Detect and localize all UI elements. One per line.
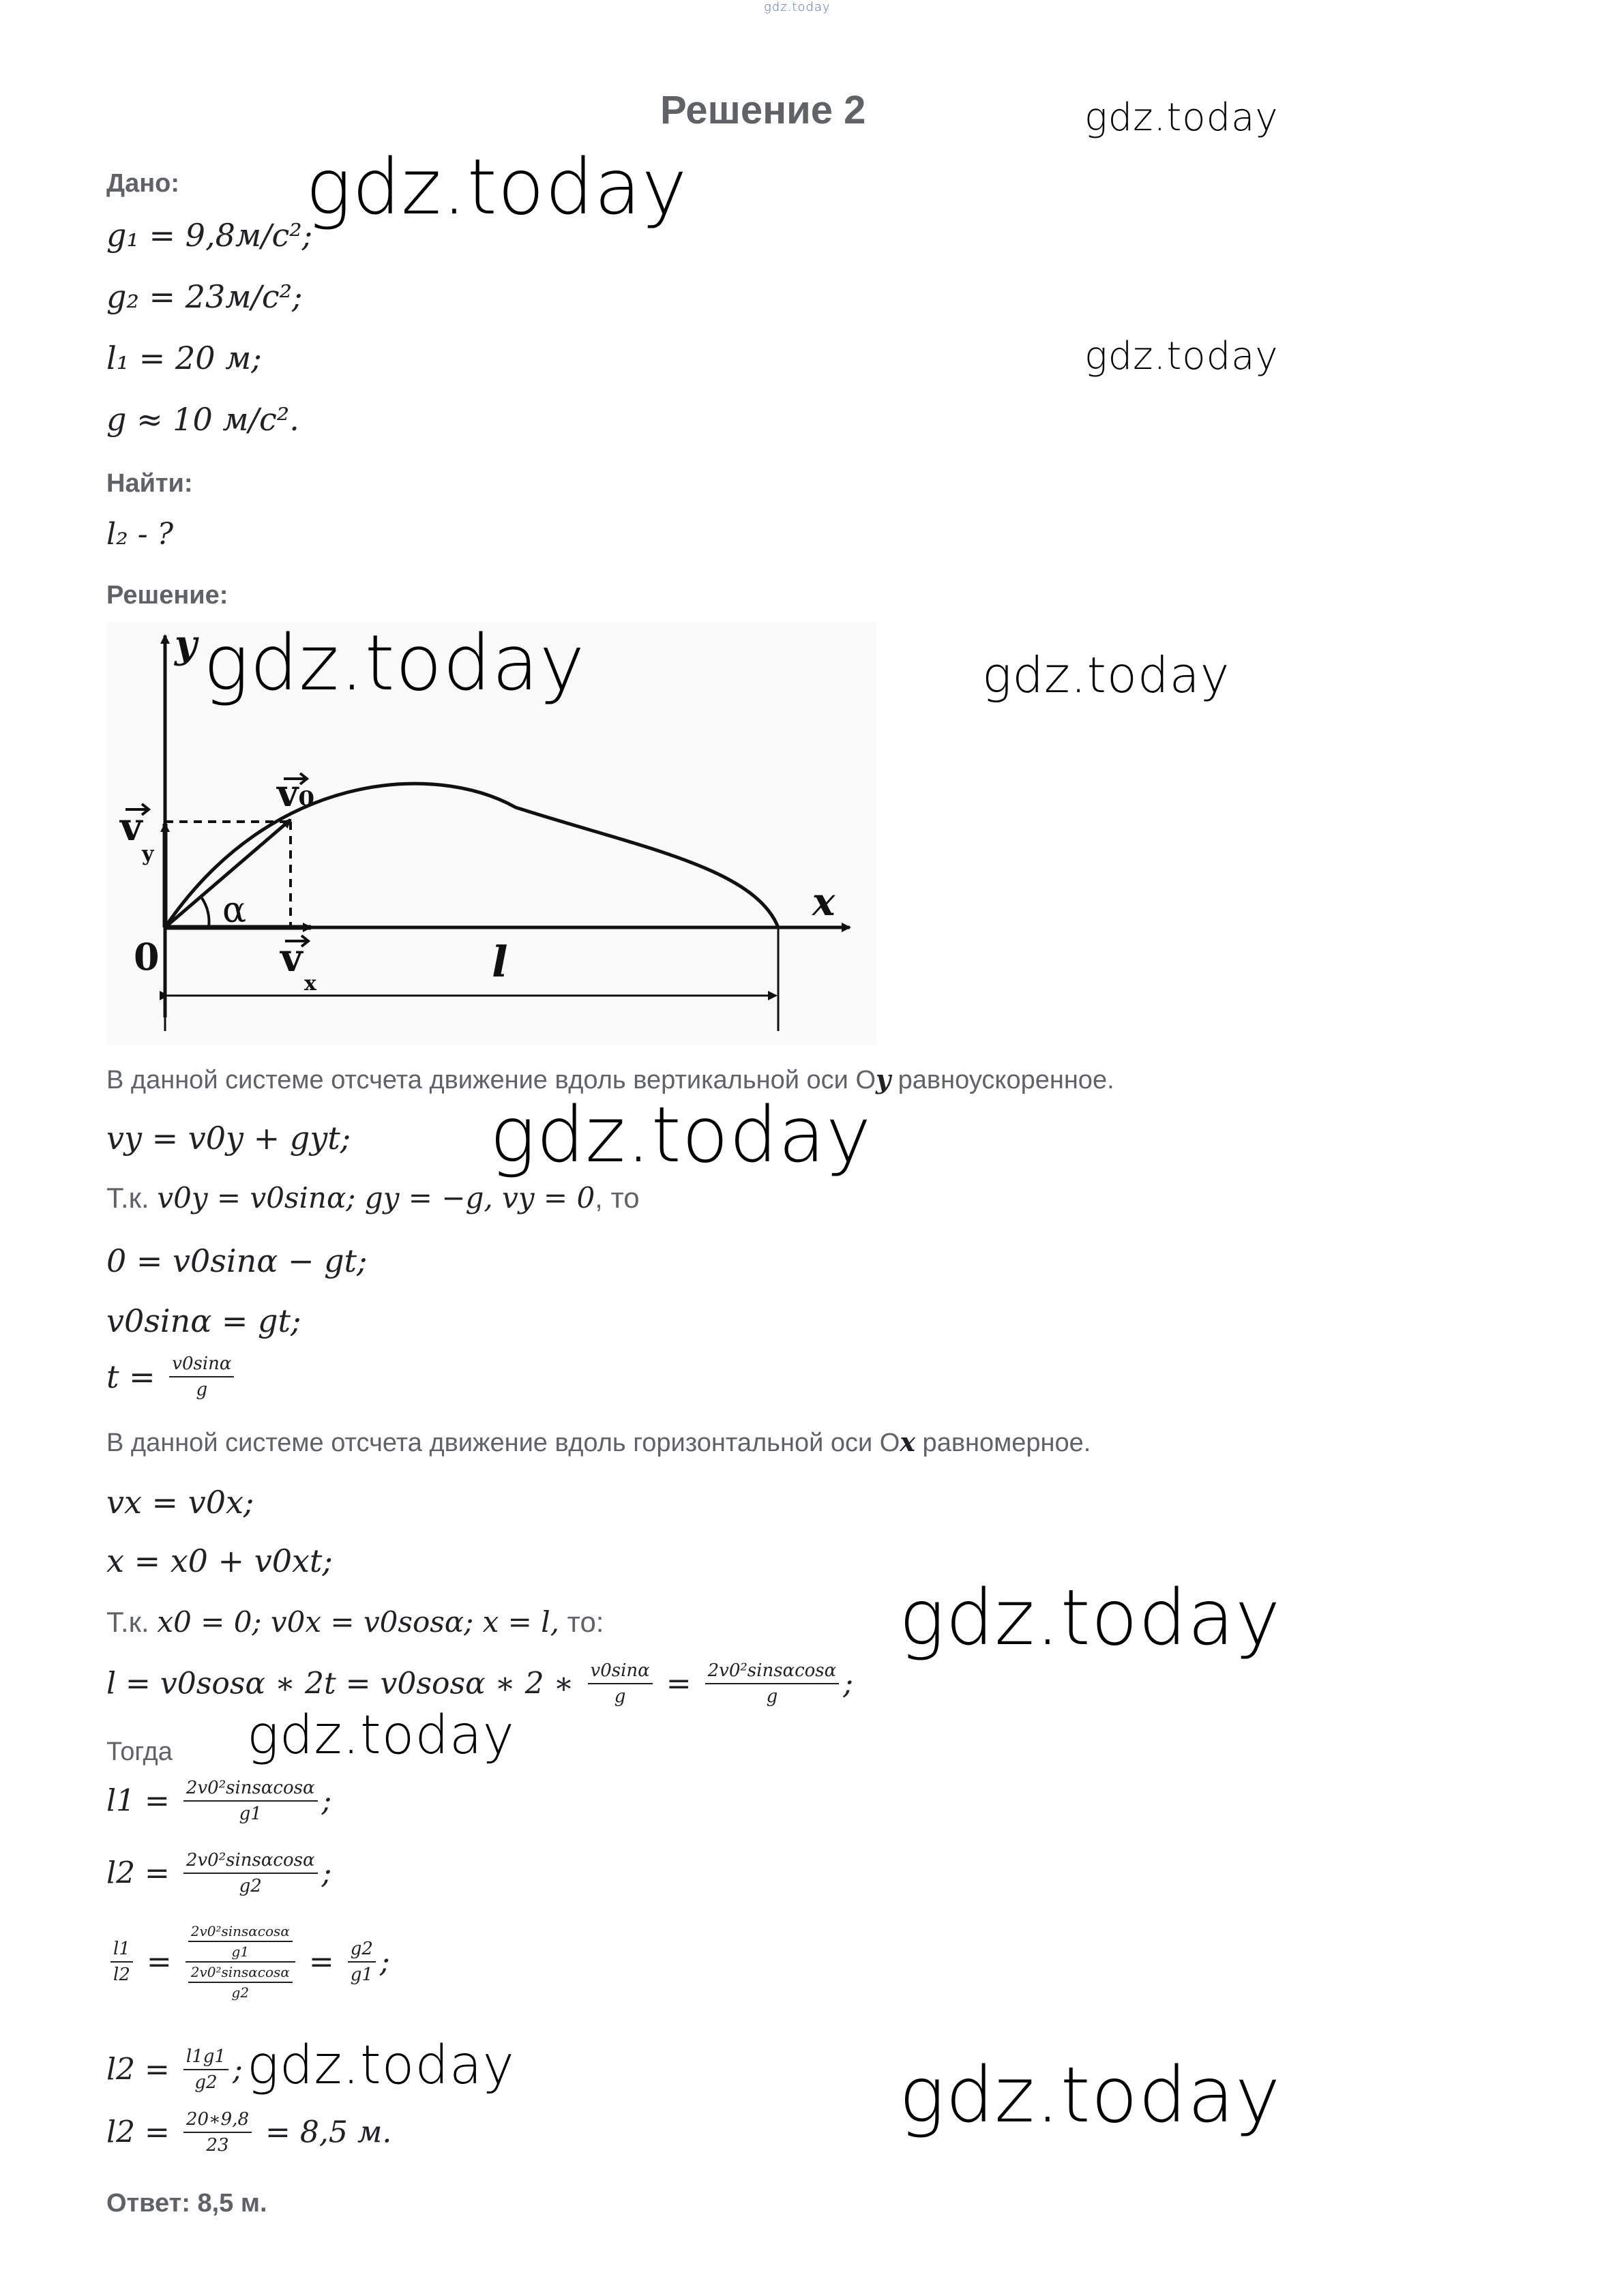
ratio-rhs-den: g1	[350, 1965, 373, 1985]
vertical-suffix: равноускоренное.	[891, 1066, 1114, 1094]
watermark-1: gdz.today	[1084, 95, 1279, 140]
vertical-axis: y	[876, 1064, 891, 1094]
eq-x: x = x0 + v0xt;	[106, 1542, 333, 1579]
horizontal-prefix: В данной системе отсчета движение вдоль горизонтальной оси O	[106, 1429, 900, 1457]
solution-label: Решение:	[106, 581, 228, 610]
given-g2: g₂ = 23м/с²;	[106, 278, 303, 315]
ratio-inner-num-den: g1	[231, 1943, 250, 1960]
tk1-to: , то	[595, 1182, 640, 1214]
page-title: Решение 2	[660, 88, 866, 132]
origin-label: 0	[134, 935, 160, 979]
l2c-num: 20∗9,8	[183, 2107, 252, 2133]
l1-num: 2v0²sinsαcosα	[183, 1776, 318, 1802]
tk2-label: Т.к.	[106, 1606, 149, 1638]
alpha-label: α	[222, 890, 247, 931]
l-num2: 2v0²sinsαcosα	[705, 1658, 840, 1684]
vy-subscript: y	[142, 842, 154, 866]
l-lhs: l = v0sosα ∗ 2t = v0sosα ∗ 2 ∗	[106, 1666, 574, 1701]
vertical-prefix: В данной системе отсчета движение вдоль вертикальной оси O	[106, 1066, 876, 1094]
watermark-2: gdz.today	[306, 143, 688, 232]
ratio-compound-fraction	[186, 1922, 295, 2002]
ratio-compound-num	[186, 1922, 295, 1963]
vx-label: v	[280, 936, 303, 981]
eq-tk1: v0y = v0sinα; gy = −g, vy = 0	[157, 1181, 595, 1214]
l2b-lhs: l2 =	[106, 2052, 170, 2087]
eq-tk2-line	[106, 1605, 604, 1639]
watermark-5: gdz.today	[982, 646, 1230, 704]
find-label: Найти:	[106, 469, 193, 498]
l-num1: v0sinα	[588, 1658, 653, 1684]
l1-den: g1	[239, 1804, 262, 1824]
vx-subscript: x	[304, 972, 316, 996]
eq-l2c	[106, 2107, 391, 2158]
eq-e1: 0 = v0sinα − gt;	[106, 1242, 368, 1279]
eq-t	[106, 1352, 238, 1402]
ratio-rhs-num: g2	[348, 1937, 376, 1963]
l2b-fraction	[183, 2044, 228, 2095]
v0-label: v₀	[277, 771, 315, 815]
eq-l: l = v0sosα ∗ 2t = v0sosα ∗ 2 ∗ $\frac{v0\sin\alpha}{g}$ = $\frac{\text{2v0²sinsαcosα}}{g}$ ;	[106, 1658, 853, 1709]
watermark-6: gdz.today	[490, 1091, 872, 1180]
togda-label: Тогда	[106, 1738, 173, 1766]
l2c-den: 23	[206, 2135, 229, 2156]
horizontal-axis: x	[900, 1427, 915, 1457]
watermark-3: gdz.today	[1084, 334, 1279, 378]
t-den: g	[196, 1380, 208, 1400]
eq-vx: vx = v0x;	[106, 1484, 254, 1521]
ratio-lhs-fraction	[110, 1937, 133, 1987]
vy-label: v	[120, 805, 143, 850]
l2-fraction	[183, 1848, 318, 1898]
l-eq: =	[666, 1666, 692, 1701]
given-l1: l₁ = 20 м;	[106, 340, 262, 376]
ratio-compound-den	[186, 1963, 295, 2002]
eq-e2: v0sinα = gt;	[106, 1302, 301, 1339]
eq-l2b: l2 = $\frac{l1g1}{g2}$ ;	[106, 2044, 243, 2095]
y-axis-label: y	[175, 622, 197, 667]
l2-lhs: l2 =	[106, 1855, 170, 1891]
t-lhs: t =	[106, 1358, 156, 1395]
ratio-num: l1	[110, 1937, 133, 1963]
l2b-den: g2	[194, 2072, 218, 2093]
x-axis-label: x	[812, 880, 835, 925]
answer: Ответ: 8,5 м.	[106, 2189, 267, 2218]
eq-ratio: $\frac{l1}{l2}$ = $\frac{\frac{\text{2v0²sinsαcosα}}{g1}}{\frac{\text{2v0²sinsαcosα}}{g2}}$ = $\frac{g2}{g1}$ ;	[106, 1922, 390, 2002]
eq-tk2: x0 = 0; v0x = v0sosα; x = l,	[157, 1605, 560, 1639]
l2-den: g2	[239, 1876, 262, 1896]
l-den1: g	[614, 1686, 626, 1707]
watermark-10: gdz.today	[899, 2051, 1282, 2140]
l2c-lhs: l2 =	[106, 2115, 170, 2150]
tk1-label: Т.к.	[106, 1182, 149, 1214]
given-g: g ≈ 10 м/с².	[106, 401, 299, 438]
ratio-inner-den: 2v0²sinsαcosα	[188, 1963, 293, 1983]
given-label: Дано:	[106, 169, 180, 198]
l-fraction-2	[705, 1658, 840, 1709]
horizontal-suffix: равномерное.	[915, 1429, 1091, 1457]
watermark-9: gdz.today	[247, 2035, 515, 2096]
top-watermark[interactable]: gdz.today	[764, 0, 831, 14]
watermark-4: gdz.today	[203, 619, 586, 708]
l2b-num: l1g1	[183, 2044, 228, 2070]
ratio-den: l2	[113, 1965, 130, 1985]
watermark-8: gdz.today	[247, 1705, 515, 1766]
watermark-7: gdz.today	[899, 1574, 1282, 1663]
length-label: l	[492, 937, 508, 987]
eq-l2: l2 = $\frac{\text{2v0²sinsαcosα}}{g2}$ ;	[106, 1848, 331, 1898]
eq-tk1-line	[106, 1181, 640, 1214]
eq-l1: l1 = $\frac{\text{2v0²sinsαcosα}}{g1}$ ;	[106, 1776, 331, 1826]
l2-num: 2v0²sinsαcosα	[183, 1848, 318, 1874]
given-g1: g₁ = 9,8м/с²;	[106, 217, 313, 254]
tk2-to: то:	[559, 1606, 604, 1638]
l2c-fraction	[183, 2107, 252, 2158]
horizontal-motion-text	[106, 1427, 1091, 1458]
l1-fraction	[183, 1776, 318, 1826]
l-fraction-1	[588, 1658, 653, 1709]
l2c-rhs: = 8,5 м.	[265, 2115, 392, 2150]
l1-lhs: l1 =	[106, 1783, 170, 1819]
t-fraction	[169, 1352, 234, 1402]
t-num: v0sinα	[169, 1352, 234, 1377]
ratio-inner-den-den: g2	[231, 1984, 250, 2001]
eq-vy: vy = v0y + gyt;	[106, 1120, 351, 1157]
ratio-rhs-fraction	[348, 1937, 376, 1987]
ratio-inner-bottom	[188, 1963, 293, 2002]
ratio-inner-num: 2v0²sinsαcosα	[188, 1922, 293, 1942]
l-den2: g	[766, 1686, 778, 1707]
ratio-inner-top	[188, 1922, 293, 1961]
find-l2: l₂ - ?	[106, 517, 174, 552]
